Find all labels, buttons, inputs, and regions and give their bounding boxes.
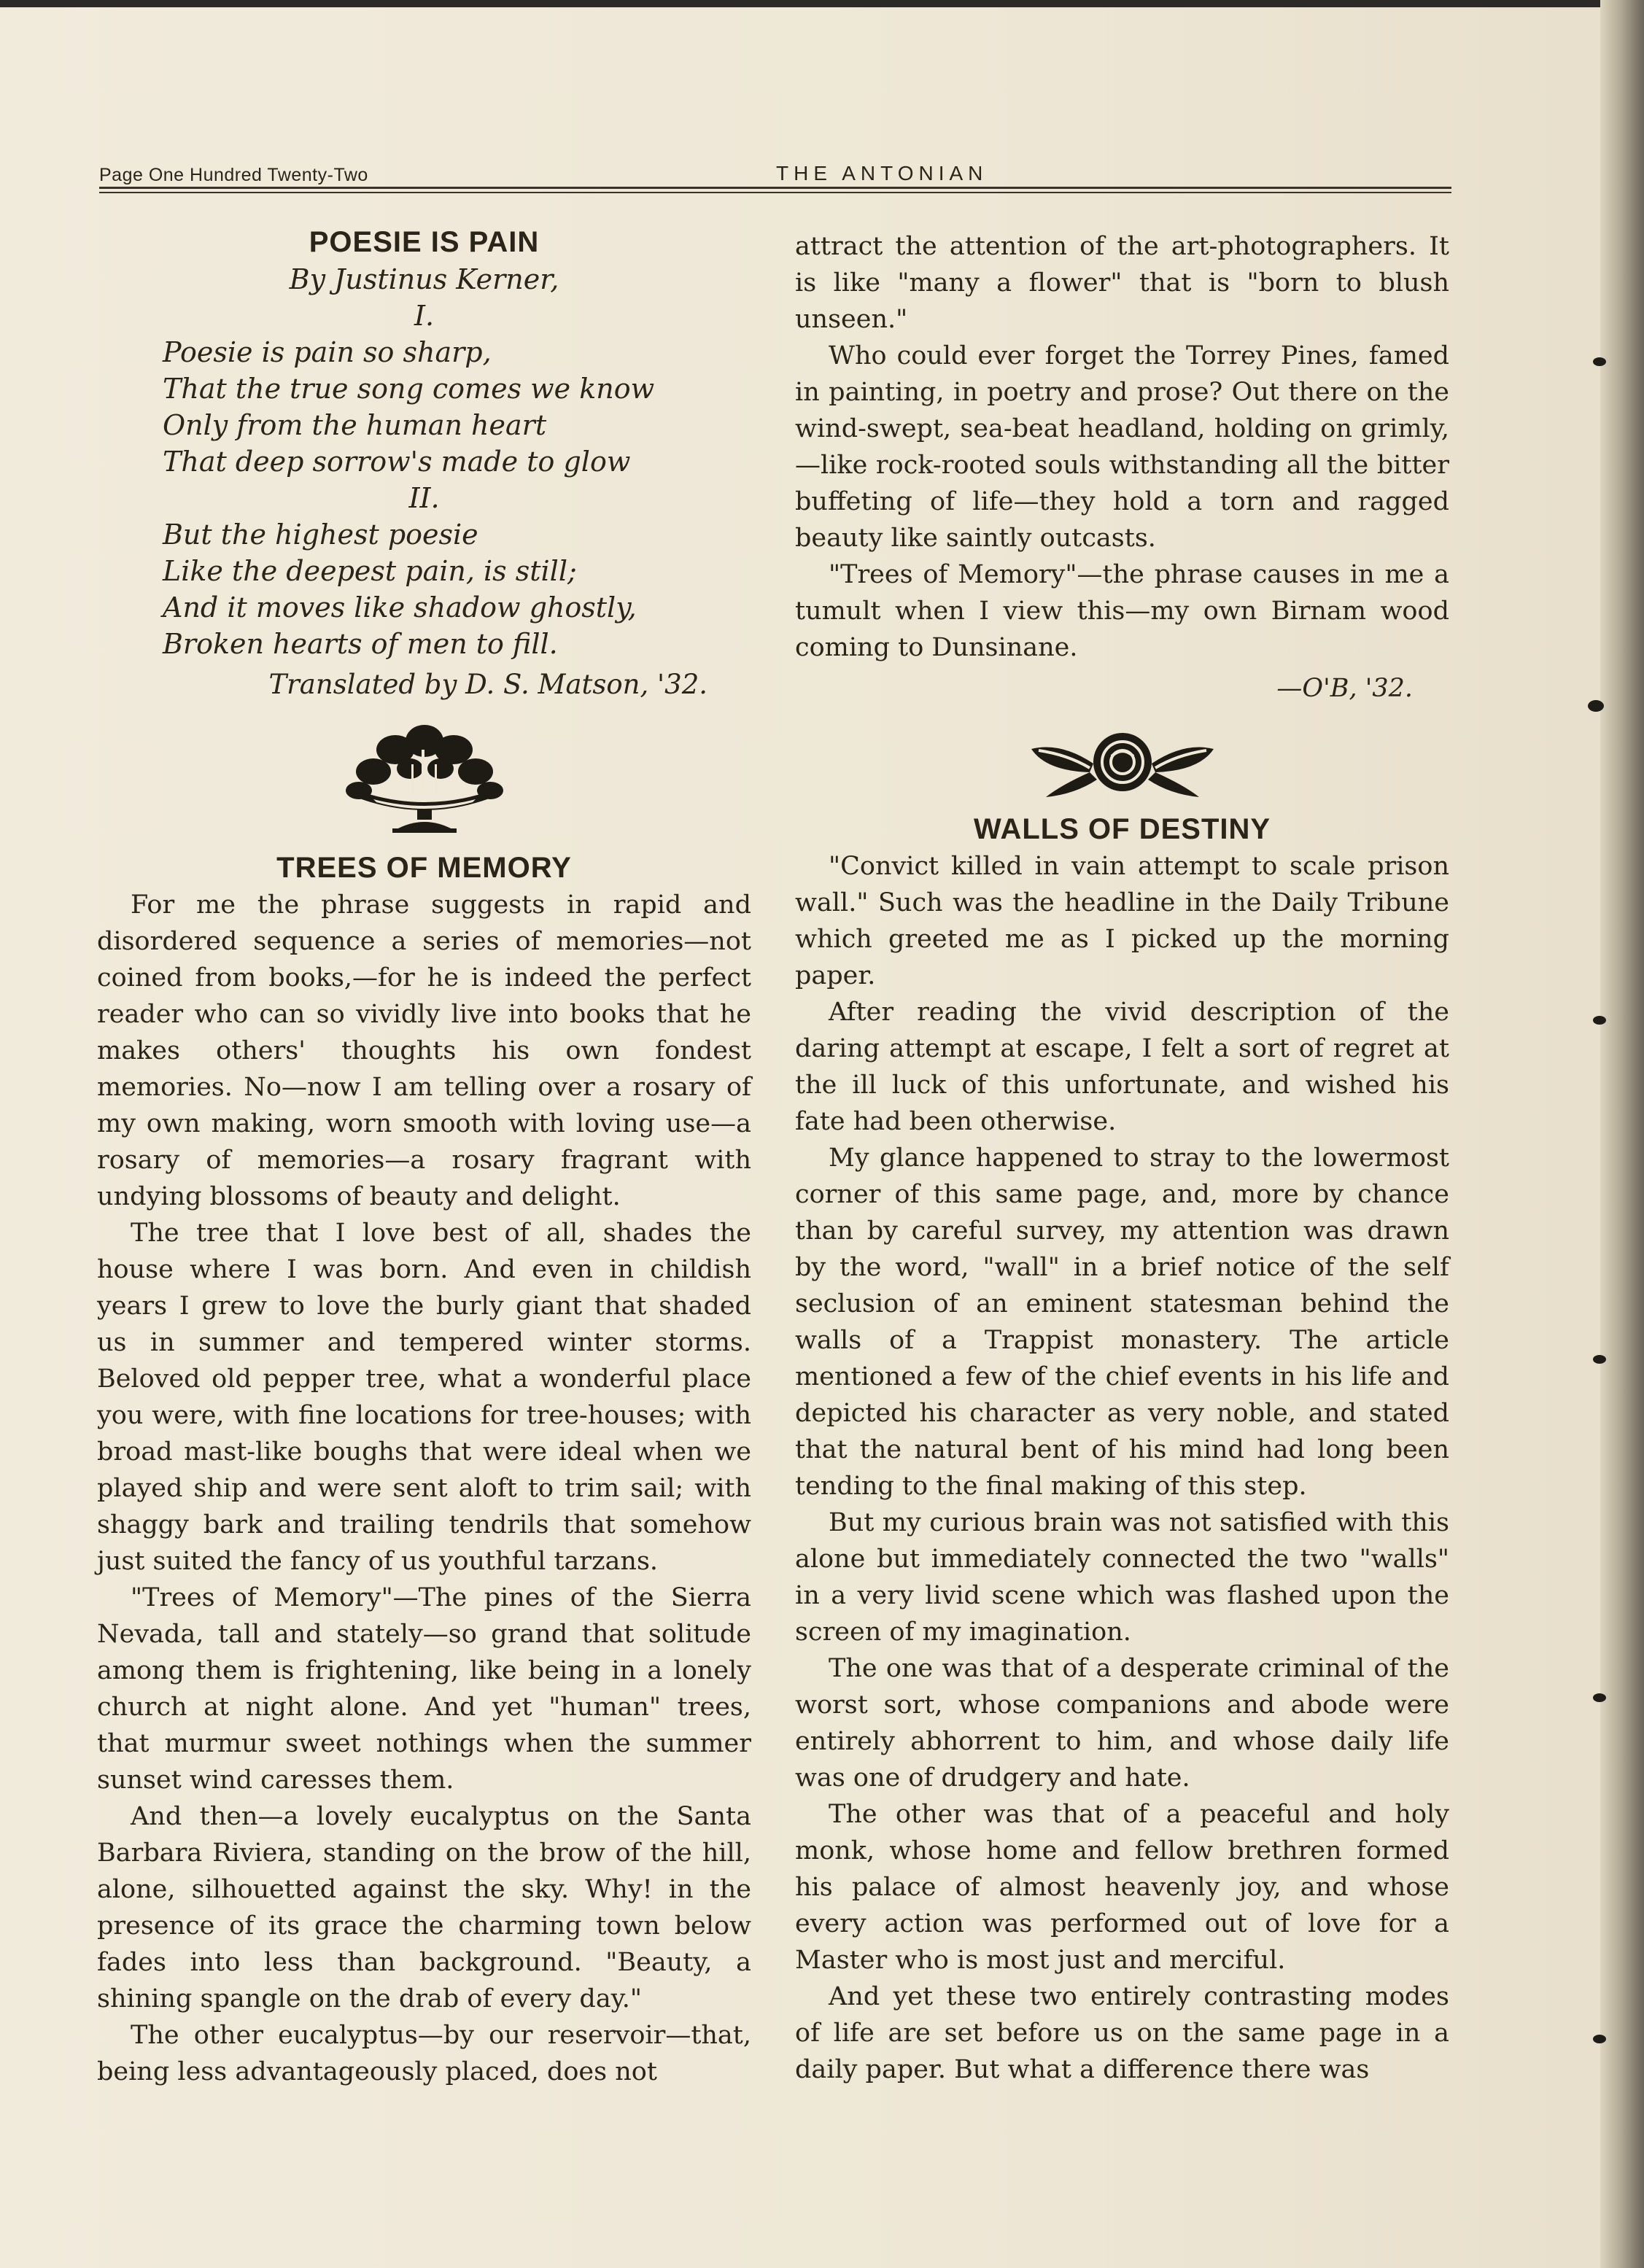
article-continuation: attract the attention of the art-photographers. It is like "many a flower" that is "born to blush unseen." <box>795 232 1449 334</box>
poem-byline: By Justinus Kerner, <box>289 263 559 295</box>
binding-hole <box>1593 1016 1606 1025</box>
right-column <box>795 228 1449 2088</box>
article-paragraph: My glance happened to stray to the lowermost corner of this same page, and, more by chance than by careful survey, my attention was drawn by the word, "wall" in a brief notice of the self seclusion of an eminent statesman behind the walls of a Trappist monastery. The article mentioned a few of the chief events in his life and depicted his character as very noble, and stated that the natural bent of his mind had long been tending to the final making of this step. <box>795 1143 1449 1501</box>
torn-right-edge <box>1600 0 1644 2268</box>
page-number: Page One Hundred Twenty-Two <box>99 165 368 185</box>
walls-of-destiny-article <box>795 810 1449 2088</box>
article-title: TREES OF MEMORY <box>276 852 572 884</box>
binding-hole <box>1593 357 1606 366</box>
poem-line: But the highest poesie <box>163 519 478 551</box>
article-paragraph: After reading the vivid description of the daring attempt at escape, I felt a sort of regret at the ill luck of this unfortunate, and wished his fate had been otherwise. <box>795 998 1449 1136</box>
article-paragraph: But my curious brain was not satisfied with this alone but immediately connected the two "walls" in a very livid scene which was flashed upon the screen of my imagination. <box>795 1508 1449 1647</box>
stanza-1 <box>97 334 751 480</box>
stanza-2 <box>97 516 751 662</box>
poem-line: That the true song comes we know <box>163 373 655 405</box>
article-title: WALLS OF DESTINY <box>973 813 1271 845</box>
author-signature: —O'B, '32. <box>1276 674 1413 703</box>
binding-hole <box>1593 1355 1606 1364</box>
translator-credit: Translated by D. S. Matson, '32. <box>268 669 707 700</box>
binding-hole <box>1588 700 1604 712</box>
article-paragraph: The other eucalyptus—by our reservoir—that, being less advantageously placed, does not <box>97 2021 751 2086</box>
article-paragraph: The other was that of a peaceful and holy monk, whose home and fellow brethren formed his palace of almost heavenly joy, and whose every action was performed out of love for a Master who is most just and merciful. <box>795 1800 1449 1975</box>
poem-line: Poesie is pain so sharp, <box>163 336 492 368</box>
article-paragraph: "Trees of Memory"—the phrase causes in me a tumult when I view this—my own Birnam wood coming to Dunsinane. <box>795 560 1449 662</box>
article-paragraph: The one was that of a desperate criminal of the worst sort, whose companions and abode were entirely abhorrent to him, and whose daily life was one of drudgery and hate. <box>795 1654 1449 1793</box>
article-paragraph: Who could ever forget the Torrey Pines, famed in painting, in poetry and prose? Out there on the wind-swept, sea-beat headland, holding on grimly,—like rock-rooted souls withstanding all the bitter buffeting of life—they hold a torn and ragged beauty like saintly outcasts. <box>795 341 1449 553</box>
poem-line: That deep sorrow's made to glow <box>163 446 631 478</box>
fountain-urn-ornament <box>97 721 751 837</box>
header-rule <box>99 187 1451 189</box>
poem-line: Like the deepest pain, is still; <box>163 555 577 587</box>
poem-line: And it moves like shadow ghostly, <box>163 591 637 624</box>
article-paragraph: And yet these two entirely contrasting modes of life are set before us on the same page in a daily paper. But what a difference there was <box>795 1982 1449 2084</box>
scan-top-border <box>0 0 1644 7</box>
article-paragraph: And then—a lovely eucalyptus on the Santa Barbara Riviera, standing on the brow of the hill, alone, silhouetted against the sky. Why! in the presence of its grace the charming town below fades into less than background. "Beauty, a shining spangle on the drab of every day." <box>97 1802 751 2013</box>
poem-line: Only from the human heart <box>163 409 547 441</box>
journal-title: THE ANTONIAN <box>776 162 988 185</box>
binding-hole <box>1593 1693 1606 1702</box>
stanza-numeral: I. <box>414 300 435 332</box>
running-header <box>99 162 1451 188</box>
article-paragraph: The tree that I love best of all, shades the house where I was born. And even in childish years I grew to love the burly giant that shaded us in summer and tempered winter storms. Beloved old pepper tree, what a wonderful place you were, with fine locations for tree-houses; with broad mast-like boughs that were ideal when we played ship and were sent aloft to trim sail; with shaggy bark and trailing tendrils that somehow just suited the fancy of us youthful tarzans. <box>97 1219 751 1576</box>
poem-line: Broken hearts of men to fill. <box>163 628 558 660</box>
article-paragraph: "Trees of Memory"—The pines of the Sierra Nevada, tall and stately—so grand that solitude among them is frightening, like being in a lonely church at night alone. And yet "human" trees, that murmur sweet nothings when the summer sunset wind caresses them. <box>97 1583 751 1795</box>
stanza-numeral: II. <box>408 482 440 514</box>
article-paragraph: For me the phrase suggests in rapid and disordered sequence a series of memories—not coined from books,—for he is indeed the perfect reader who can so vividly live into books that he makes others' thoughts his own fondest memories. No—now I am telling over a rosary of my own making, worn smooth with loving use—a rosary of memories—a rosary fragrant with undying blossoms of beauty and delight. <box>97 890 751 1211</box>
trees-of-memory-article <box>97 849 751 2090</box>
poem <box>97 223 751 703</box>
left-column <box>97 223 751 2090</box>
binding-hole <box>1593 2035 1606 2043</box>
article-paragraph: "Convict killed in vain attempt to scale prison wall." Such was the headline in the Daily Tribune which greeted me as I picked up the morning paper. <box>795 852 1449 990</box>
rose-ornament <box>795 727 1449 807</box>
poem-title: POESIE IS PAIN <box>309 226 540 258</box>
header-rule <box>99 192 1451 193</box>
